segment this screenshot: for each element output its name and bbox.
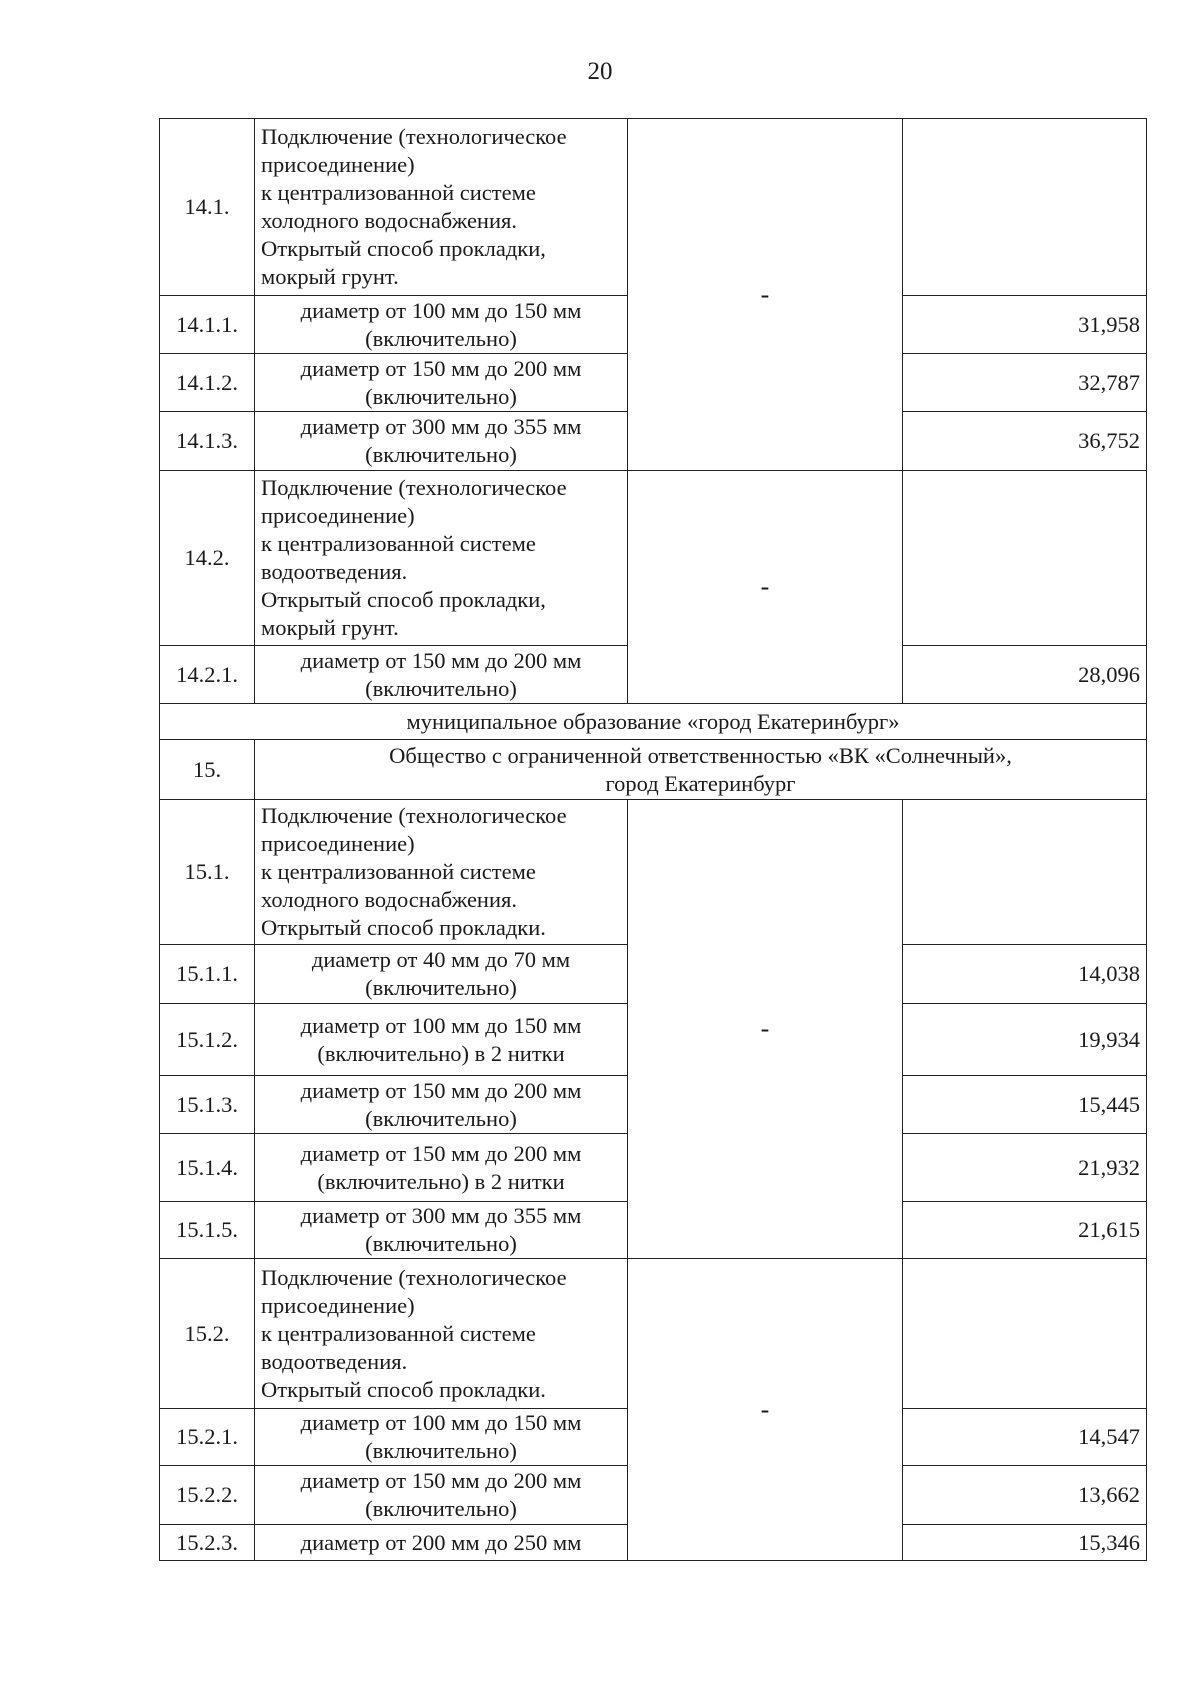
table-row (160, 800, 1147, 945)
description-line: к централизованной системе (261, 180, 536, 205)
description-line: присоединение) (261, 1292, 415, 1318)
value-cell: 15,346 (903, 1525, 1147, 1561)
row-description (255, 1134, 628, 1202)
row-number: 15.1.2. (160, 1004, 255, 1076)
row-number: 15.2.3. (160, 1525, 255, 1561)
dash-cell: - (628, 471, 903, 704)
row-description (255, 1004, 628, 1076)
description-line: водоотведения. (261, 559, 408, 584)
description-line: мокрый грунт. (261, 615, 399, 640)
description-line: диаметр от 150 мм до 200 мм (300, 647, 582, 673)
row-description (255, 800, 628, 945)
description-line: (включительно) (365, 325, 517, 351)
value-cell: 36,752 (903, 412, 1147, 471)
tariff-table (159, 118, 1147, 1561)
description-line: к централизованной системе (261, 859, 536, 884)
description-line: диаметр от 100 мм до 150 мм (300, 297, 582, 323)
description-line: диаметр от 150 мм до 200 мм (300, 1140, 582, 1166)
empty-value-cell (903, 1259, 1147, 1409)
description-line: Открытый способ прокладки. (261, 915, 546, 940)
description-line: диаметр от 300 мм до 355 мм (300, 414, 582, 439)
row-number: 15.1.3. (160, 1076, 255, 1134)
value-cell: 28,096 (903, 646, 1147, 704)
description-line: (включительно) (365, 1496, 517, 1521)
table-row (160, 740, 1147, 800)
description-line: к централизованной системе (261, 1320, 536, 1346)
row-number: 15.1. (160, 800, 255, 945)
description-line: (включительно) (365, 975, 517, 1000)
row-number: 14.1. (160, 119, 255, 296)
table-row (160, 119, 1147, 296)
row-number: 15.1.4. (160, 1134, 255, 1202)
row-number: 15.2.2. (160, 1466, 255, 1525)
value-cell: 21,615 (903, 1202, 1147, 1259)
description-line: Открытый способ прокладки. (261, 1376, 546, 1402)
empty-value-cell (903, 119, 1147, 296)
row-number: 15.2.1. (160, 1409, 255, 1466)
value-cell: 14,547 (903, 1409, 1147, 1466)
description-line: холодного водоснабжения. (261, 208, 517, 233)
description-line: Открытый способ прокладки, (261, 587, 546, 612)
value-cell: 13,662 (903, 1466, 1147, 1525)
row-number: 15.2. (160, 1259, 255, 1409)
description-line: холодного водоснабжения. (261, 887, 517, 912)
row-number: 14.2.1. (160, 646, 255, 704)
description-line: Подключение (технологическое (261, 1264, 567, 1290)
municipality-heading: муниципальное образование «город Екатеринбург» (160, 704, 1147, 740)
dash-cell: - (628, 800, 903, 1259)
row-description (255, 412, 628, 471)
row-description (255, 1525, 628, 1561)
row-description (255, 354, 628, 412)
description-line: (включительно) (365, 1231, 517, 1256)
description-line: (включительно) (365, 1438, 517, 1463)
row-number: 15.1.1. (160, 945, 255, 1004)
table-row (160, 704, 1147, 740)
value-cell: 21,932 (903, 1134, 1147, 1202)
description-line: город Екатеринбург (605, 770, 796, 796)
description-line: диаметр от 100 мм до 150 мм (300, 1410, 582, 1435)
value-cell: 32,787 (903, 354, 1147, 412)
row-description (255, 1466, 628, 1525)
table-row (160, 1259, 1147, 1409)
empty-value-cell (903, 471, 1147, 646)
value-cell: 15,445 (903, 1076, 1147, 1134)
description-line: присоединение) (261, 503, 415, 528)
value-cell: 31,958 (903, 296, 1147, 354)
row-number: 14.1.2. (160, 354, 255, 412)
row-description (255, 945, 628, 1004)
description-line: (включительно) (365, 442, 517, 467)
row-description (255, 1076, 628, 1134)
empty-value-cell (903, 800, 1147, 945)
row-description (255, 119, 628, 296)
row-number: 14.2. (160, 471, 255, 646)
row-number: 15.1.5. (160, 1202, 255, 1259)
description-line: диаметр от 200 мм до 250 мм (300, 1529, 582, 1555)
description-line: (включительно) в 2 нитки (317, 1040, 565, 1066)
description-line: (включительно) в 2 нитки (317, 1168, 565, 1194)
dash-cell: - (628, 1259, 903, 1561)
description-line: к централизованной системе (261, 531, 536, 556)
description-line: диаметр от 150 мм до 200 мм (300, 1077, 582, 1103)
description-line: Подключение (технологическое (261, 124, 567, 149)
row-description (255, 471, 628, 646)
description-line: мокрый грунт. (261, 264, 399, 289)
description-line: диаметр от 150 мм до 200 мм (300, 355, 582, 381)
organization-name (255, 740, 1147, 800)
row-description (255, 646, 628, 704)
description-line: (включительно) (365, 1105, 517, 1131)
description-line: водоотведения. (261, 1348, 408, 1374)
description-line: диаметр от 300 мм до 355 мм (300, 1203, 582, 1228)
value-cell: 14,038 (903, 945, 1147, 1004)
description-line: (включительно) (365, 383, 517, 409)
description-line: присоединение) (261, 831, 415, 856)
dash-cell: - (628, 119, 903, 471)
description-line: Общество с ограниченной ответственностью «ВК «Солнечный», (389, 742, 1012, 768)
row-number: 14.1.1. (160, 296, 255, 354)
row-number: 14.1.3. (160, 412, 255, 471)
description-line: Подключение (технологическое (261, 475, 567, 500)
description-line: Открытый способ прокладки, (261, 236, 546, 261)
description-line: присоединение) (261, 152, 415, 177)
row-description (255, 1409, 628, 1466)
description-line: диаметр от 100 мм до 150 мм (300, 1012, 582, 1038)
row-number: 15. (160, 740, 255, 800)
description-line: Подключение (технологическое (261, 803, 567, 828)
page-number: 20 (587, 58, 613, 85)
value-cell: 19,934 (903, 1004, 1147, 1076)
table-row (160, 471, 1147, 646)
row-description (255, 1202, 628, 1259)
description-line: диаметр от 40 мм до 70 мм (311, 947, 571, 972)
description-line: (включительно) (365, 675, 517, 701)
row-description (255, 1259, 628, 1409)
row-description (255, 296, 628, 354)
description-line: диаметр от 150 мм до 200 мм (300, 1468, 582, 1493)
